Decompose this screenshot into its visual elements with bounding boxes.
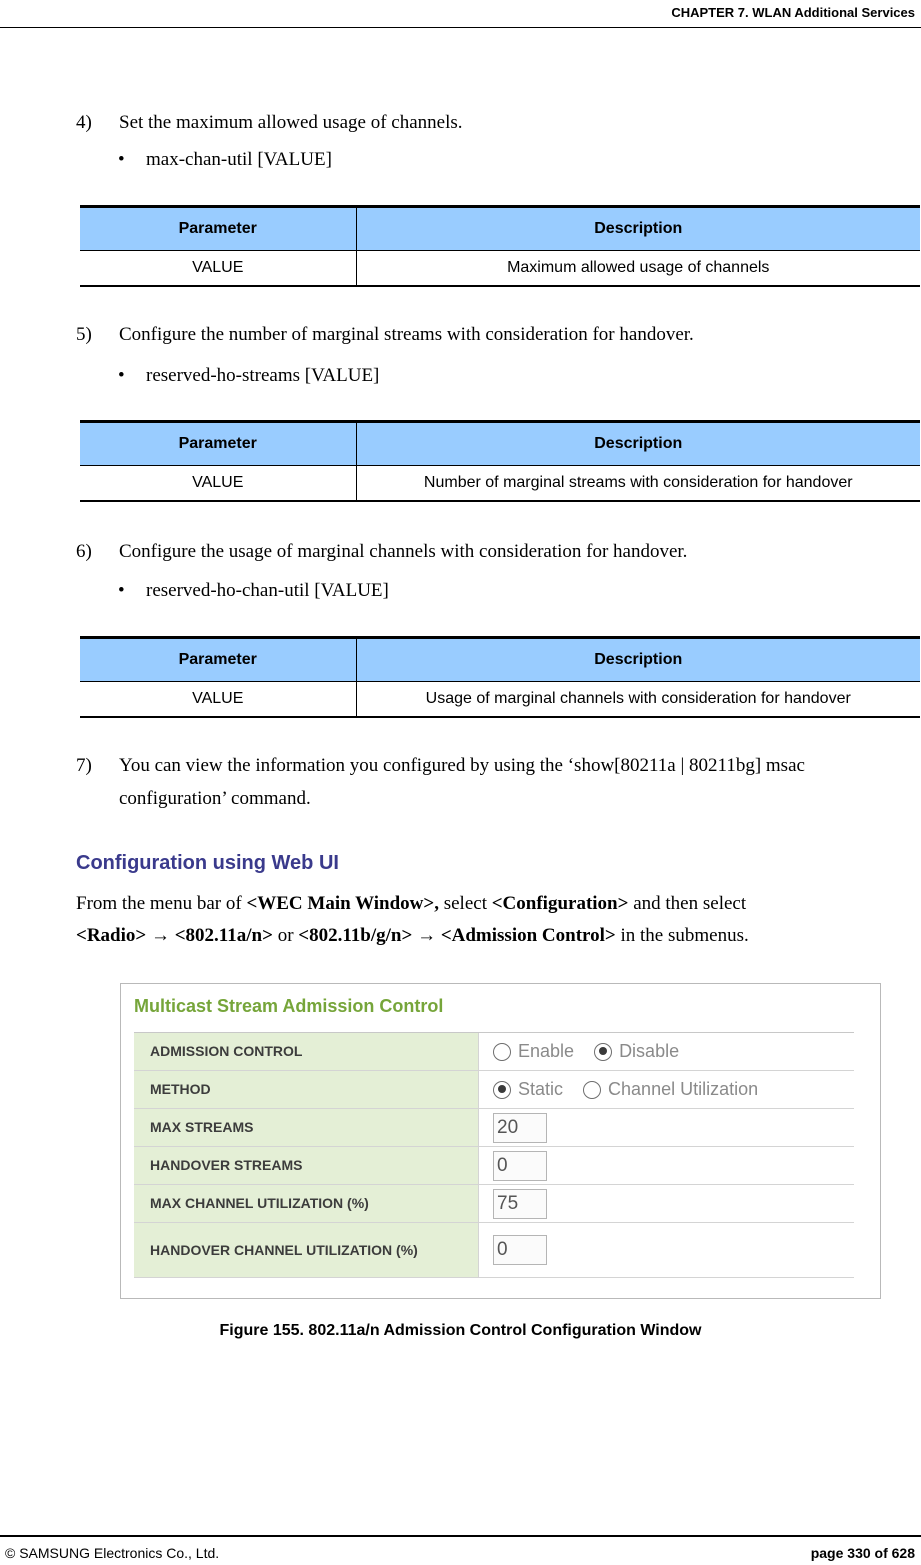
settings-form bbox=[134, 1032, 854, 1278]
text-run: From the menu bar of bbox=[76, 893, 247, 914]
text-run: select bbox=[438, 893, 492, 914]
method-row bbox=[134, 1071, 854, 1109]
row-label: HANDOVER STREAMS bbox=[134, 1147, 479, 1184]
step-5 bbox=[76, 320, 694, 350]
arrow-icon: → bbox=[412, 925, 441, 946]
param-cell: VALUE bbox=[80, 251, 356, 286]
desc-cell: Number of marginal streams with consideration for handover bbox=[356, 466, 920, 501]
column-header: Description bbox=[356, 422, 920, 466]
step-text: Set the maximum allowed usage of channels. bbox=[119, 112, 463, 133]
static-radio[interactable] bbox=[493, 1079, 563, 1100]
chapter-title: CHAPTER 7. WLAN Additional Services bbox=[671, 5, 915, 20]
radio-unchecked-icon bbox=[493, 1043, 511, 1061]
step-text: Configure the number of marginal streams with consideration for handover. bbox=[119, 324, 694, 345]
menu-ref: <Configuration> bbox=[491, 893, 629, 914]
step-text: Configure the usage of marginal channels with consideration for handover. bbox=[119, 541, 688, 562]
column-header: Description bbox=[356, 207, 920, 251]
radio-label: Static bbox=[518, 1079, 564, 1099]
command-text: reserved-ho-chan-util [VALUE] bbox=[146, 580, 389, 601]
radio-checked-icon bbox=[493, 1081, 511, 1099]
menu-ref: <Radio> bbox=[76, 925, 147, 946]
column-header: Parameter bbox=[80, 422, 356, 466]
radio-label: Disable bbox=[619, 1041, 680, 1061]
bullet-icon: • bbox=[118, 149, 125, 170]
page-footer bbox=[0, 1535, 921, 1565]
column-header: Parameter bbox=[80, 638, 356, 682]
handover-streams-input[interactable]: 0 bbox=[493, 1151, 547, 1181]
page-number: page 330 of 628 bbox=[810, 1545, 915, 1561]
row-label: MAX STREAMS bbox=[134, 1109, 479, 1146]
handover-channel-utilization-row bbox=[134, 1223, 854, 1278]
param-cell: VALUE bbox=[80, 466, 356, 501]
enable-radio[interactable] bbox=[493, 1041, 574, 1062]
step-text: You can view the information you configured by using the ‘show[80211a | 80211bg] msac configuration’ command. bbox=[119, 755, 805, 809]
menu-ref: <Admission Control> bbox=[440, 925, 616, 946]
param-cell: VALUE bbox=[80, 682, 356, 717]
step-7 bbox=[76, 749, 906, 815]
step-6 bbox=[76, 537, 687, 567]
channel-utilization-radio[interactable] bbox=[583, 1079, 758, 1100]
arrow-icon: → bbox=[146, 925, 175, 946]
page-header bbox=[0, 0, 921, 28]
step-4 bbox=[76, 108, 463, 138]
text-run: and then select bbox=[628, 893, 747, 914]
panel-title: Multicast Stream Admission Control bbox=[134, 996, 444, 1016]
copyright: © SAMSUNG Electronics Co., Ltd. bbox=[5, 1545, 220, 1561]
max-channel-utilization-row bbox=[134, 1185, 854, 1223]
step-number: 5) bbox=[76, 324, 92, 345]
step-number: 7) bbox=[76, 755, 92, 776]
step-number: 4) bbox=[76, 112, 92, 133]
menu-ref: <WEC Main Window>, bbox=[246, 893, 439, 914]
desc-cell: Maximum allowed usage of channels bbox=[356, 251, 920, 286]
handover-channel-utilization-input[interactable]: 0 bbox=[493, 1235, 547, 1265]
desc-cell: Usage of marginal channels with consideration for handover bbox=[356, 682, 920, 717]
menu-ref: <802.11b/g/n> bbox=[298, 925, 413, 946]
column-header: Parameter bbox=[80, 207, 356, 251]
disable-radio[interactable] bbox=[594, 1041, 679, 1062]
command-bullet bbox=[118, 145, 332, 175]
radio-checked-icon bbox=[594, 1043, 612, 1061]
column-header: Description bbox=[356, 638, 920, 682]
row-label: HANDOVER CHANNEL UTILIZATION (%) bbox=[134, 1223, 479, 1277]
step-number: 6) bbox=[76, 541, 92, 562]
max-streams-input[interactable]: 20 bbox=[493, 1113, 547, 1143]
parameter-table bbox=[80, 205, 920, 287]
figure-caption: Figure 155. 802.11a/n Admission Control Configuration Window bbox=[219, 1322, 702, 1339]
navigation-instructions bbox=[76, 888, 906, 952]
text-run: or bbox=[272, 925, 299, 946]
row-label: METHOD bbox=[134, 1071, 479, 1108]
radio-unchecked-icon bbox=[583, 1081, 601, 1099]
max-streams-row bbox=[134, 1109, 854, 1147]
command-bullet bbox=[118, 576, 389, 606]
radio-label: Enable bbox=[518, 1041, 575, 1061]
menu-ref: <802.11a/n> bbox=[174, 925, 273, 946]
row-label: MAX CHANNEL UTILIZATION (%) bbox=[134, 1185, 479, 1222]
parameter-table bbox=[80, 636, 920, 718]
bullet-icon: • bbox=[118, 580, 125, 601]
bullet-icon: • bbox=[118, 365, 125, 386]
admission-control-panel bbox=[120, 983, 881, 1299]
section-title: Configuration using Web UI bbox=[76, 852, 339, 874]
max-channel-utilization-input[interactable]: 75 bbox=[493, 1189, 547, 1219]
text-run: in the submenus. bbox=[615, 925, 749, 946]
parameter-table bbox=[80, 420, 920, 502]
command-text: max-chan-util [VALUE] bbox=[146, 149, 332, 170]
row-label: ADMISSION CONTROL bbox=[134, 1033, 479, 1070]
radio-label: Channel Utilization bbox=[608, 1079, 759, 1099]
handover-streams-row bbox=[134, 1147, 854, 1185]
command-text: reserved-ho-streams [VALUE] bbox=[146, 365, 380, 386]
command-bullet bbox=[118, 361, 379, 391]
admission-control-row bbox=[134, 1033, 854, 1071]
